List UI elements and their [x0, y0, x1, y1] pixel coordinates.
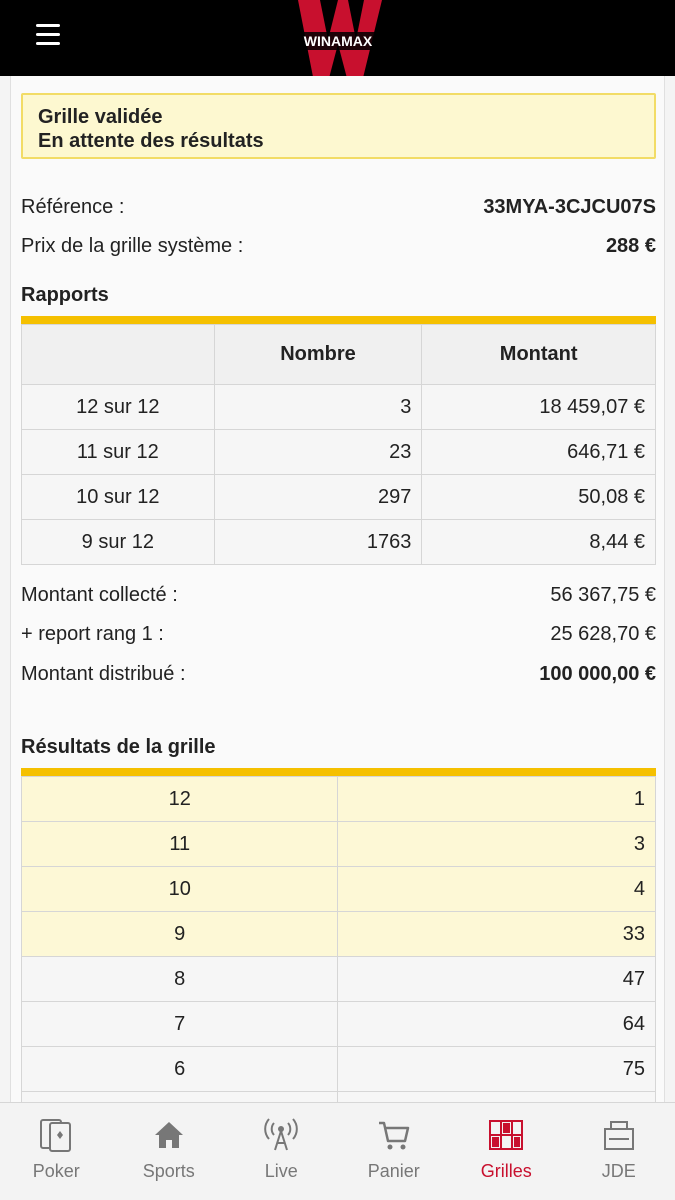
rapports-header-nombre: Nombre: [214, 325, 422, 385]
table-row: [22, 822, 656, 867]
nombre-cell: 3: [214, 385, 422, 430]
distribue-value: 100 000,00 €: [539, 663, 656, 685]
tab-label: JDE: [601, 1161, 636, 1181]
montant-cell: 50,08 €: [422, 475, 656, 520]
table-row: [22, 430, 656, 475]
score-cell: 12: [22, 777, 338, 822]
winamax-logo[interactable]: [290, 0, 386, 82]
rapports-accent-bar: [21, 316, 656, 324]
svg-text:WINAMAX: WINAMAX: [303, 33, 373, 49]
rapports-title: Rapports: [21, 284, 109, 306]
score-cell: 9: [22, 912, 338, 957]
status-box: [21, 93, 656, 159]
tab-label: Grilles: [480, 1161, 532, 1181]
collecte-value: 56 367,75 €: [550, 584, 656, 606]
score-cell: [22, 1092, 338, 1103]
rang-cell: 12 sur 12: [22, 385, 215, 430]
report-label: + report rang 1 :: [21, 623, 164, 645]
resultats-accent-bar: [21, 768, 656, 776]
rapports-header-montant: Montant: [422, 325, 656, 385]
table-row: [22, 957, 656, 1002]
collecte-label: Montant collecté :: [21, 584, 178, 606]
table-row: [22, 867, 656, 912]
montant-cell: 8,44 €: [422, 520, 656, 565]
reference-label: Référence :: [21, 196, 125, 218]
score-cell: 7: [22, 1002, 338, 1047]
count-cell: [338, 1092, 656, 1103]
status-line-validated: Grille validée: [38, 106, 163, 128]
count-cell: 47: [338, 957, 656, 1002]
tab-label: Live: [264, 1161, 298, 1181]
montant-cell: 646,71 €: [422, 430, 656, 475]
ticket-icon: [563, 1117, 675, 1153]
price-label: Prix de la grille système :: [21, 235, 244, 257]
distribue-label: Montant distribué :: [21, 663, 186, 685]
count-cell: 75: [338, 1047, 656, 1092]
table-row: [22, 1092, 656, 1103]
table-row: [22, 777, 656, 822]
montant-cell: 18 459,07 €: [422, 385, 656, 430]
reference-value: 33MYA-3CJCU07S: [483, 196, 656, 218]
score-cell: 10: [22, 867, 338, 912]
nombre-cell: 1763: [214, 520, 422, 565]
antenna-icon: [225, 1117, 338, 1153]
table-row: [22, 1047, 656, 1092]
table-row: [22, 912, 656, 957]
reference-row: [21, 192, 656, 222]
distribue-row: [21, 659, 656, 689]
rang-cell: 9 sur 12: [22, 520, 215, 565]
rapports-header-row: [22, 325, 656, 385]
count-cell: 3: [338, 822, 656, 867]
tab-panier[interactable]: [338, 1103, 451, 1200]
count-cell: 4: [338, 867, 656, 912]
menu-icon[interactable]: [36, 24, 60, 46]
nombre-cell: 297: [214, 475, 422, 520]
resultats-title: Résultats de la grille: [21, 736, 216, 758]
tab-label: Sports: [142, 1161, 195, 1181]
rapports-header-rang: [22, 325, 215, 385]
tab-label: Panier: [367, 1161, 420, 1181]
tab-label: Poker: [32, 1161, 80, 1181]
table-row: [22, 385, 656, 430]
bottom-tab-bar: [0, 1102, 675, 1200]
count-cell: 33: [338, 912, 656, 957]
status-line-waiting: En attente des résultats: [38, 130, 264, 152]
count-cell: 64: [338, 1002, 656, 1047]
score-cell: 11: [22, 822, 338, 867]
home-icon: [113, 1117, 226, 1153]
tab-poker[interactable]: [0, 1103, 113, 1200]
rapports-table: [21, 324, 656, 565]
price-row: [21, 231, 656, 261]
table-row: [22, 475, 656, 520]
table-row: [22, 520, 656, 565]
score-cell: 8: [22, 957, 338, 1002]
report-row: [21, 619, 656, 649]
rang-cell: 10 sur 12: [22, 475, 215, 520]
score-cell: 6: [22, 1047, 338, 1092]
tab-live[interactable]: [225, 1103, 338, 1200]
count-cell: 1: [338, 777, 656, 822]
cards-icon: [0, 1117, 113, 1153]
grid-detail-page: [10, 76, 665, 1102]
nombre-cell: 23: [214, 430, 422, 475]
collecte-row: [21, 580, 656, 610]
report-value: 25 628,70 €: [550, 623, 656, 645]
resultats-table: [21, 776, 656, 1102]
price-value: 288 €: [605, 235, 656, 257]
tab-grilles[interactable]: [450, 1103, 563, 1200]
tab-sports[interactable]: [113, 1103, 226, 1200]
table-row: [22, 1002, 656, 1047]
cart-icon: [338, 1117, 451, 1153]
grid-icon: [450, 1117, 563, 1153]
top-bar: [0, 0, 675, 76]
tab-jde[interactable]: [563, 1103, 675, 1200]
rang-cell: 11 sur 12: [22, 430, 215, 475]
